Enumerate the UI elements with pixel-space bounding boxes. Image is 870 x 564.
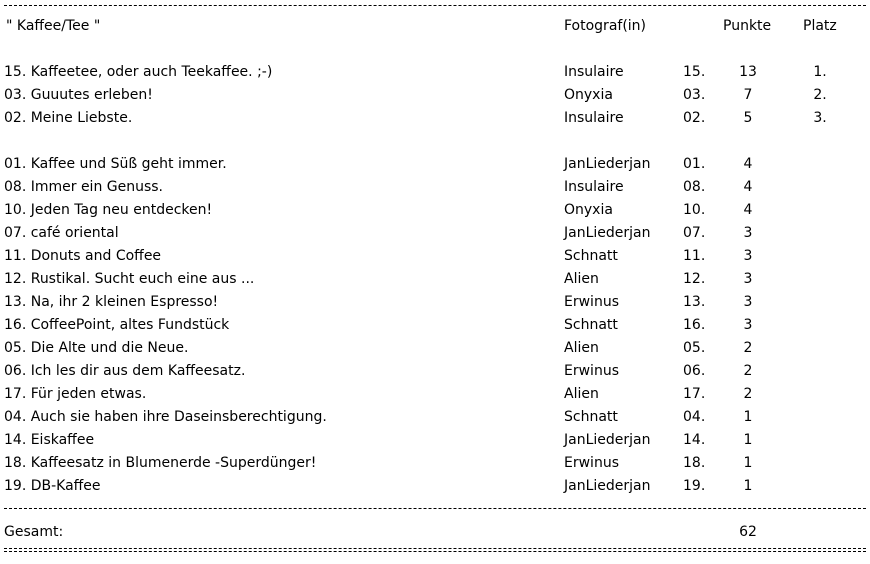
column-header-title: " Kaffee/Tee " — [6, 18, 101, 34]
entry-title: 06. Ich les dir aus dem Kaffeesatz. — [4, 363, 246, 379]
bottom-divider-second — [4, 551, 866, 552]
entry-title: 03. Guuutes erleben! — [4, 87, 153, 103]
entry-number: 15. — [683, 64, 706, 80]
entry-title: 02. Meine Liebste. — [4, 110, 133, 126]
entry-points: 1 — [743, 409, 753, 425]
entry-number: 04. — [683, 409, 706, 425]
entry-points: 13 — [739, 64, 757, 80]
entry-title: 16. CoffeePoint, altes Fundstück — [4, 317, 230, 333]
entry-points: 3 — [743, 317, 753, 333]
entry-photographer: Alien — [564, 271, 599, 287]
entry-number: 18. — [683, 455, 706, 471]
entry-photographer: JanLiederjan — [564, 432, 651, 448]
entry-points: 2 — [743, 363, 753, 379]
entry-points: 2 — [743, 340, 753, 356]
entry-points: 3 — [743, 248, 753, 264]
entry-title: 19. DB-Kaffee — [4, 478, 101, 494]
column-header-points: Punkte — [723, 18, 772, 34]
entry-title: 18. Kaffeesatz in Blumenerde -Superdünger! — [4, 455, 317, 471]
entry-title: 05. Die Alte und die Neue. — [4, 340, 189, 356]
entry-points: 3 — [743, 271, 753, 287]
entry-points: 4 — [743, 179, 753, 195]
entry-photographer: Schnatt — [564, 317, 618, 333]
entry-points: 1 — [743, 455, 753, 471]
entry-photographer: Insulaire — [564, 179, 624, 195]
entry-title: 01. Kaffee und Süß geht immer. — [4, 156, 227, 172]
entry-points: 7 — [743, 87, 753, 103]
entry-number: 01. — [683, 156, 706, 172]
entry-title: 14. Eiskaffee — [4, 432, 95, 448]
entry-points: 3 — [743, 294, 753, 310]
entry-title: 15. Kaffeetee, oder auch Teekaffee. ;-) — [4, 64, 273, 80]
column-header-place: Platz — [803, 18, 837, 34]
entry-number: 13. — [683, 294, 706, 310]
entry-photographer: Schnatt — [564, 409, 618, 425]
entry-number: 02. — [683, 110, 706, 126]
entry-number: 07. — [683, 225, 706, 241]
entry-photographer: JanLiederjan — [564, 156, 651, 172]
total-value: 62 — [739, 524, 757, 540]
entry-photographer: Erwinus — [564, 294, 619, 310]
entry-points: 1 — [743, 478, 753, 494]
entry-place: 1. — [813, 64, 827, 80]
entry-photographer: Onyxia — [564, 202, 613, 218]
entry-title: 13. Na, ihr 2 kleinen Espresso! — [4, 294, 219, 310]
entry-photographer: Onyxia — [564, 87, 613, 103]
top-divider — [4, 5, 866, 6]
entry-number: 12. — [683, 271, 706, 287]
entry-number: 03. — [683, 87, 706, 103]
entry-photographer: Insulaire — [564, 64, 624, 80]
entry-points: 1 — [743, 432, 753, 448]
entry-photographer: JanLiederjan — [564, 225, 651, 241]
entry-title: 17. Für jeden etwas. — [4, 386, 147, 402]
entry-number: 06. — [683, 363, 706, 379]
entry-title: 12. Rustikal. Sucht euch eine aus ... — [4, 271, 255, 287]
entry-photographer: Alien — [564, 340, 599, 356]
entry-photographer: Erwinus — [564, 363, 619, 379]
entry-number: 19. — [683, 478, 706, 494]
entry-number: 17. — [683, 386, 706, 402]
entry-title: 07. café oriental — [4, 225, 119, 241]
bottom-divider — [4, 548, 866, 549]
entry-points: 5 — [743, 110, 753, 126]
entry-number: 10. — [683, 202, 706, 218]
column-header-photographer: Fotograf(in) — [564, 18, 647, 34]
entry-points: 4 — [743, 202, 753, 218]
entry-photographer: Erwinus — [564, 455, 619, 471]
entry-photographer: JanLiederjan — [564, 478, 651, 494]
entry-title: 08. Immer ein Genuss. — [4, 179, 164, 195]
entry-title: 04. Auch sie haben ihre Daseinsberechtigung. — [4, 409, 327, 425]
entry-number: 14. — [683, 432, 706, 448]
total-label: Gesamt: — [4, 524, 64, 540]
entry-title: 10. Jeden Tag neu entdecken! — [4, 202, 213, 218]
entry-photographer: Alien — [564, 386, 599, 402]
entry-number: 11. — [683, 248, 706, 264]
entry-place: 2. — [813, 87, 827, 103]
entry-points: 3 — [743, 225, 753, 241]
entry-points: 2 — [743, 386, 753, 402]
entry-place: 3. — [813, 110, 827, 126]
entry-points: 4 — [743, 156, 753, 172]
entry-title: 11. Donuts and Coffee — [4, 248, 162, 264]
entry-photographer: Insulaire — [564, 110, 624, 126]
entry-number: 08. — [683, 179, 706, 195]
entry-photographer: Schnatt — [564, 248, 618, 264]
total-divider — [4, 508, 866, 509]
entry-number: 05. — [683, 340, 706, 356]
entry-number: 16. — [683, 317, 706, 333]
